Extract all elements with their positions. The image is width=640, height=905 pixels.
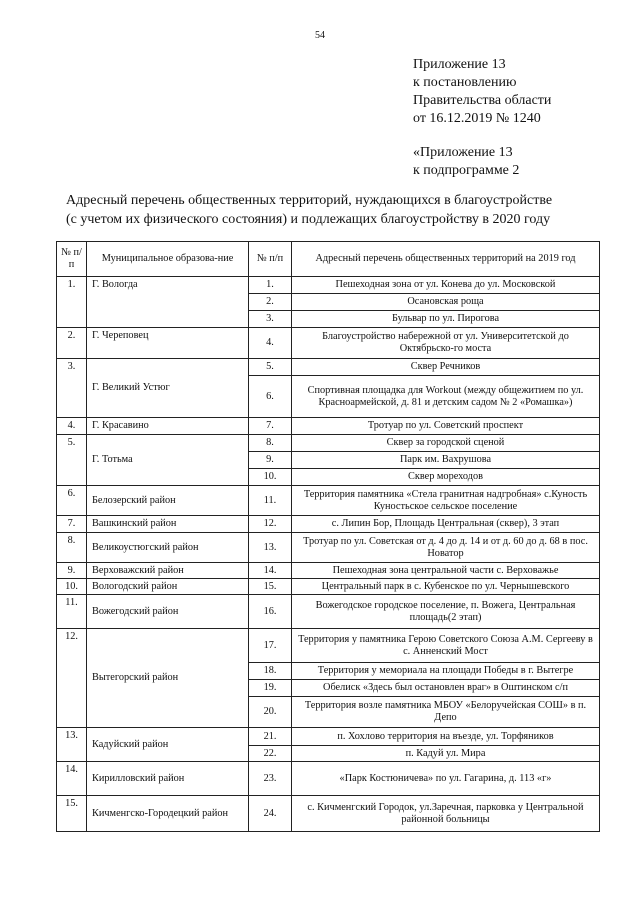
page-number: 54 — [315, 30, 325, 41]
territory-name: Сквер мореходов — [292, 469, 600, 486]
row-number: 4. — [57, 418, 87, 435]
territory-name: Благоустройство набережной от ул. Университетской до Октябрьско-го моста — [292, 328, 600, 359]
territory-name: «Парк Костюничева» по ул. Гагарина, д. 113 «г» — [292, 762, 600, 796]
territory-number: 18. — [249, 663, 292, 680]
municipality-name: Г. Красавино — [87, 418, 249, 435]
row-number: 13. — [57, 728, 87, 762]
territory-name: Бульвар по ул. Пирогова — [292, 311, 600, 328]
territory-name: с. Кичменгский Городок, ул.Заречная, парковка у Центральной районной больницы — [292, 796, 600, 832]
territory-name: Территория у мемориала на площади Победы в г. Вытегре — [292, 663, 600, 680]
territory-name: п. Хохлово территория на въезде, ул. Торфяников — [292, 728, 600, 746]
territory-number: 14. — [249, 563, 292, 579]
municipality-name: Вашкинский район — [87, 516, 249, 533]
row-number: 2. — [57, 328, 87, 359]
row-number: 5. — [57, 435, 87, 486]
row-number: 8. — [57, 533, 87, 563]
territory-name: Сквер за городской сценой — [292, 435, 600, 452]
header-municipality: Муниципальное образова-ние — [87, 242, 249, 277]
territory-name: Парк им. Вахрушова — [292, 452, 600, 469]
territory-name: Центральный парк в с. Кубенское по ул. Чернышевского — [292, 579, 600, 595]
territory-number: 7. — [249, 418, 292, 435]
annex-line: Приложение 13 — [413, 57, 506, 72]
territory-name: Территория памятника «Стела гранитная надгробная» с.Куность Куностьское сельское поселение — [292, 486, 600, 516]
annex-line: от 16.12.2019 № 1240 — [413, 111, 541, 126]
municipality-name: Кадуйский район — [87, 728, 249, 762]
sub-annex-line: к подпрограмме 2 — [413, 163, 520, 178]
row-number: 7. — [57, 516, 87, 533]
table-row — [57, 728, 600, 746]
title-line: Адресный перечень общественных территорий, нуждающихся в благоустройстве — [66, 193, 553, 208]
row-number: 1. — [57, 277, 87, 328]
territory-name: Обелиск «Здесь был остановлен враг» в Оштинском с/п — [292, 680, 600, 697]
header-no: № п/п — [57, 242, 87, 277]
sub-annex-line: «Приложение 13 — [413, 145, 513, 160]
row-number: 6. — [57, 486, 87, 516]
territory-number: 1. — [249, 277, 292, 294]
territory-name: Тротуар по ул. Советская от д. 4 до д. 14 и от д. 60 до д. 68 в пос. Новатор — [292, 533, 600, 563]
municipality-name: Г. Череповец — [87, 328, 249, 359]
municipality-name: Г. Тотьма — [87, 435, 249, 486]
table-row — [57, 579, 600, 595]
municipality-name: Г. Великий Устюг — [87, 359, 249, 418]
municipality-name: Великоустюгский район — [87, 533, 249, 563]
row-number: 15. — [57, 796, 87, 832]
annex-block — [413, 56, 551, 128]
territory-number: 13. — [249, 533, 292, 563]
territory-number: 5. — [249, 359, 292, 376]
table-row — [57, 277, 600, 294]
territory-number: 11. — [249, 486, 292, 516]
sub-annex-block — [413, 144, 519, 180]
row-number: 10. — [57, 579, 87, 595]
territory-number: 8. — [249, 435, 292, 452]
territory-number: 15. — [249, 579, 292, 595]
table-row — [57, 796, 600, 832]
municipality-name: Вытегорский район — [87, 629, 249, 728]
municipality-name: Белозерский район — [87, 486, 249, 516]
municipality-name: Кирилловский район — [87, 762, 249, 796]
table-row — [57, 762, 600, 796]
table-row — [57, 359, 600, 376]
header-territory: Адресный перечень общественных территорий на 2019 год — [292, 242, 600, 277]
table-row — [57, 486, 600, 516]
title-line: (с учетом их физического состояния) и подлежащих благоустройству в 2020 году — [66, 212, 551, 227]
territory-name: Территория у памятника Герою Советского Союза А.М. Сергееву в с. Анненский Мост — [292, 629, 600, 663]
territory-number: 3. — [249, 311, 292, 328]
territory-name: Сквер Речников — [292, 359, 600, 376]
annex-line: к постановлению — [413, 75, 517, 90]
territory-number: 6. — [249, 376, 292, 418]
territory-number: 9. — [249, 452, 292, 469]
municipality-name: Вожегодский район — [87, 595, 249, 629]
territory-name: с. Липин Бор, Площадь Центральная (сквер), 3 этап — [292, 516, 600, 533]
row-number: 14. — [57, 762, 87, 796]
municipality-name: Кичменгско-Городецкий район — [87, 796, 249, 832]
territory-number: 21. — [249, 728, 292, 746]
territory-name: Осановская роща — [292, 294, 600, 311]
table-row — [57, 516, 600, 533]
annex-line: Правительства области — [413, 93, 552, 108]
territory-name: Вожегодское городское поселение, п. Вожега, Центральная площадь(2 этап) — [292, 595, 600, 629]
territory-number: 24. — [249, 796, 292, 832]
territory-number: 12. — [249, 516, 292, 533]
municipality-name: Г. Вологда — [87, 277, 249, 328]
territory-name: Пешеходная зона от ул. Конева до ул. Московской — [292, 277, 600, 294]
territory-name: Территория возле памятника МБОУ «Белоручейская СОШ» в п. Депо — [292, 697, 600, 728]
territory-number: 19. — [249, 680, 292, 697]
territory-number: 4. — [249, 328, 292, 359]
row-number: 9. — [57, 563, 87, 579]
municipality-name: Верховажский район — [87, 563, 249, 579]
territory-number: 20. — [249, 697, 292, 728]
table-row — [57, 563, 600, 579]
table-row — [57, 435, 600, 452]
territory-number: 23. — [249, 762, 292, 796]
table-row — [57, 595, 600, 629]
row-number: 12. — [57, 629, 87, 728]
territory-number: 22. — [249, 746, 292, 762]
territory-number: 10. — [249, 469, 292, 486]
document-title — [66, 191, 606, 229]
table-row — [57, 418, 600, 435]
row-number: 3. — [57, 359, 87, 418]
territory-name: п. Кадуй ул. Мира — [292, 746, 600, 762]
table-row — [57, 629, 600, 663]
table-row — [57, 328, 600, 359]
territory-name: Спортивная площадка для Workout (между общежитием по ул. Красноармейской, д. 81 и детским садом № 2 «Ромашка») — [292, 376, 600, 418]
territory-number: 17. — [249, 629, 292, 663]
header-no2: № п/п — [249, 242, 292, 277]
territory-name: Тротуар по ул. Советский проспект — [292, 418, 600, 435]
territory-number: 2. — [249, 294, 292, 311]
municipality-name: Вологодский район — [87, 579, 249, 595]
territory-name: Пешеходная зона центральной части с. Верховажье — [292, 563, 600, 579]
territory-number: 16. — [249, 595, 292, 629]
table-header-row — [57, 242, 600, 277]
row-number: 11. — [57, 595, 87, 629]
territory-table — [56, 241, 600, 832]
table-row — [57, 533, 600, 563]
